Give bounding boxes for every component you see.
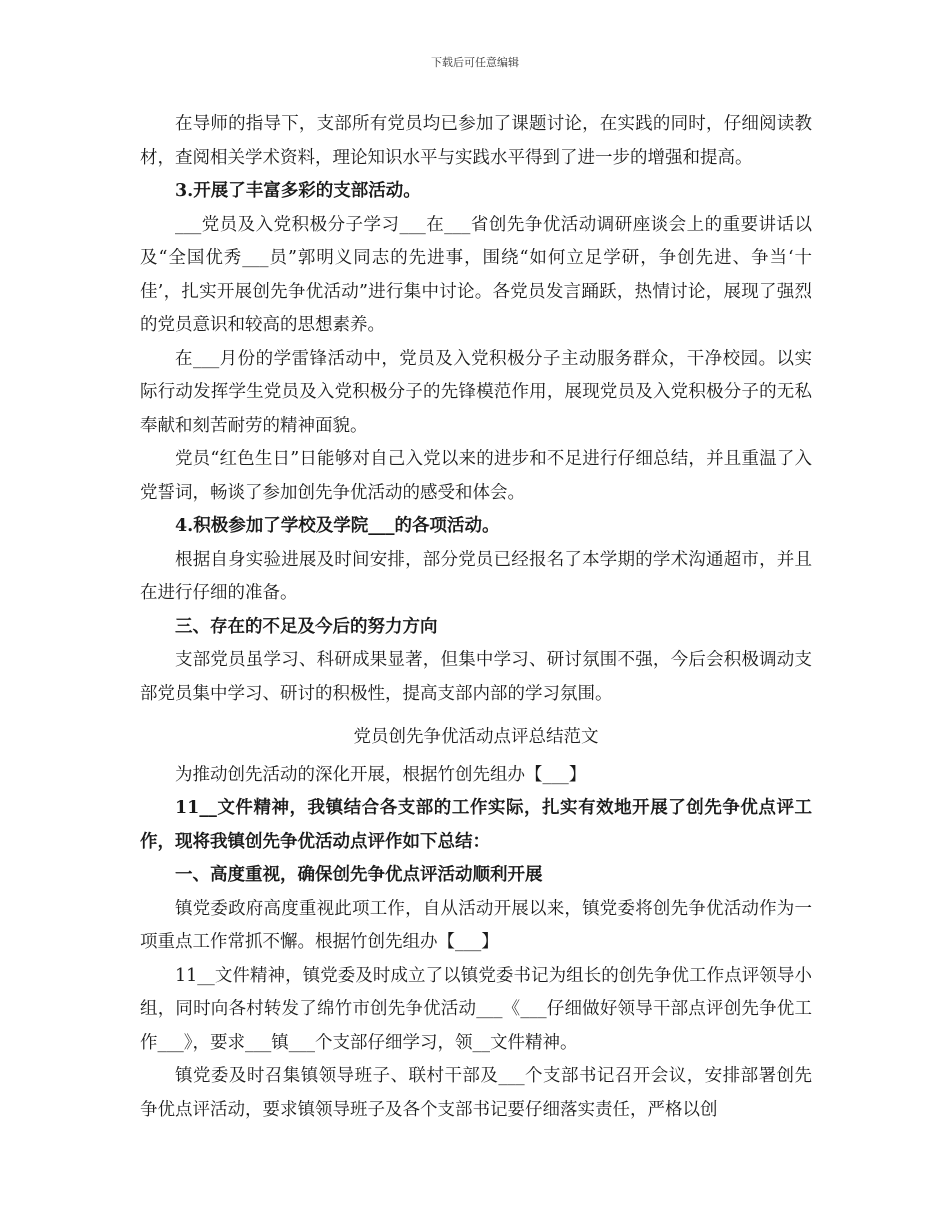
paragraph: 支部党员虽学习、科研成果显著，但集中学习、研讨氛围不强，今后会积极调动支部党员集中学习、研讨的积极性，提高支部内部的学习氛围。 [140, 650, 812, 704]
paragraph: ___党员及入党积极分子学习___在___省创先争优活动调研座谈会上的重要讲话以及“全国优秀___员”郭明义同志的先进事，围绕“如何立足学研，争创先进、争当‘十佳’，扎实开展创先争优活动”进行集中讨论。各党员发言踊跃，热情讨论，展现了强烈的党员意识和较高的思想素养。 [140, 214, 812, 335]
paragraph: 11__文件精神，镇党委及时成立了以镇党委书记为组长的创先争优工作点评领导小组，同时向各村转发了绵竹市创先争优活动___《___仔细做好领导干部点评创先争优工作___》，要求___镇___个支部仔细学习，领__文件精神。 [140, 965, 812, 1053]
document-title: 党员创先争优活动点评总结范文 [353, 727, 599, 747]
paragraph: 根据自身实验进展及时间安排，部分党员已经报名了本学期的学术沟通超市，并且在进行仔细的准备。 [140, 549, 812, 603]
page-header: 下载后可任意编辑 [431, 56, 519, 69]
section-heading: 4.积极参加了学校及学院___的各项活动。 [175, 516, 500, 536]
paragraph: 在___月份的学雷锋活动中，党员及入党积极分子主动服务群众，干净校园。以实际行动发挥学生党员及入党积极分子的先锋模范作用，展现党员及入党积极分子的无私奉献和刻苦耐劳的精神面貌。 [140, 348, 812, 436]
section-heading: 三、存在的不足及今后的努力方向 [175, 616, 438, 637]
paragraph: 党员“红色生日”日能够对自己入党以来的进步和不足进行仔细总结，并且重温了入党誓词，畅谈了参加创先争优活动的感受和体会。 [140, 449, 812, 503]
paragraph: 11__文件精神，我镇结合各支部的工作实际，扎实有效地开展了创先争优点评工作，现将我镇创先争优活动点评作如下总结： [140, 798, 812, 852]
paragraph: 为推动创先活动的深化开展，根据竹创先组办【___】 [175, 764, 587, 785]
document-body [140, 108, 812, 1127]
paragraph: 镇党委政府高度重视此项工作，自从活动开展以来，镇党委将创先争优活动作为一项重点工作常抓不懈。根据竹创先组办【___】 [140, 898, 812, 952]
paragraph: 在导师的指导下，支部所有党员均已参加了课题讨论，在实践的同时，仔细阅读教材，查阅相关学术资料，理论知识水平与实践水平得到了进一步的增强和提高。 [140, 114, 812, 168]
section-heading: 一、高度重视，确保创先争优点评活动顺利开展 [175, 865, 543, 885]
paragraph: 镇党委及时召集镇领导班子、联村干部及___个支部书记召开会议，安排部署创先争优点评活动，要求镇领导班子及各个支部书记要仔细落实责任，严格以创 [140, 1066, 812, 1120]
section-heading: 3.开展了丰富多彩的支部活动。 [175, 181, 421, 201]
